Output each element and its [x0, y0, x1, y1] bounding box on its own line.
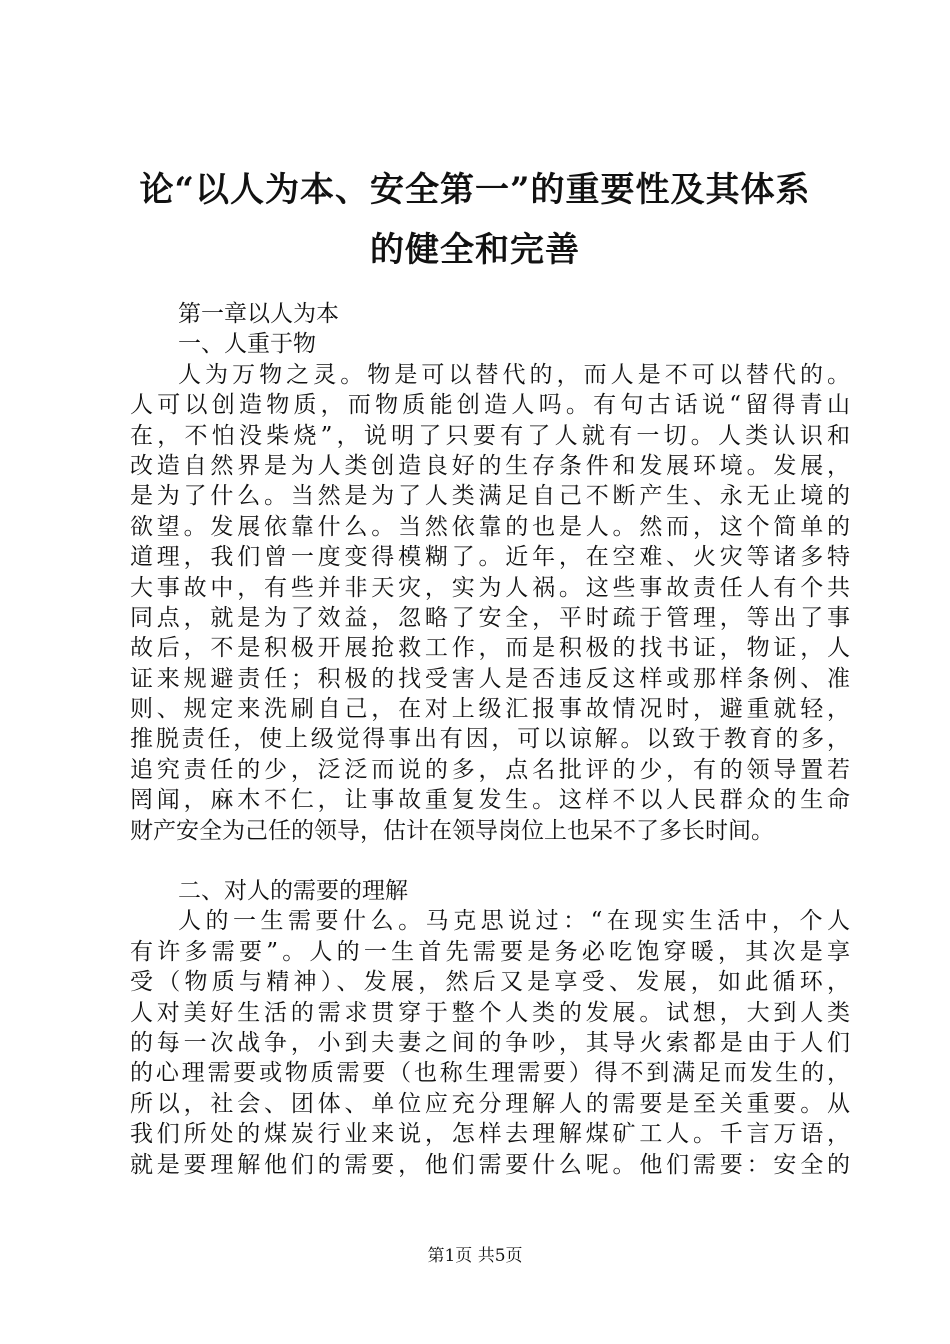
paragraph-line: 财产安全为己任的领导，估计在领导岗位上也呆不了多长时间。 [130, 817, 774, 844]
document-body [130, 299, 850, 1180]
paragraph-line: 欲望。发展依靠什么。当然依靠的也是人。然而，这个简单的 [130, 513, 850, 540]
paragraph-gap [130, 846, 850, 876]
page-number: 第1页 共5页 [427, 1246, 523, 1266]
paragraph-line: 人为万物之灵。物是可以替代的，而人是不可以替代的。 [178, 361, 850, 388]
paragraph-line: 受（物质与精神）、发展，然后又是享受、发展，如此循环， [130, 969, 850, 996]
paragraph-line: 推脱责任，使上级觉得事出有因，可以谅解。以致于教育的多， [130, 726, 850, 753]
paragraph-line: 人对美好生活的需求贯穿于整个人类的发展。试想，大到人类 [130, 999, 850, 1026]
page-footer [0, 1244, 950, 1268]
paragraph-line: 的心理需要或物质需要（也称生理需要）得不到满足而发生的， [130, 1060, 850, 1087]
paragraph-line: 在，不怕没柴烧”，说明了只要有了人就有一切。人类认识和 [130, 422, 850, 449]
paragraph-line: 同点，就是为了效益，忽略了安全，平时疏于管理，等出了事 [130, 604, 850, 631]
paragraph-line: 改造自然界是为人类创造良好的生存条件和发展环境。发展， [130, 452, 850, 479]
paragraph-line: 就是要理解他们的需要，他们需要什么呢。他们需要：安全的 [130, 1151, 850, 1178]
chapter-heading: 第一章以人为本 [178, 301, 339, 327]
paragraph-line: 追究责任的少，泛泛而说的多，点名批评的少，有的领导置若 [130, 756, 850, 783]
paragraph-line: 故后，不是积极开展抢救工作，而是积极的找书证，物证，人 [130, 635, 850, 662]
title-line-2: 的健全和完善 [370, 230, 580, 270]
paragraph-line: 证来规避责任；积极的找受害人是否违反这样或那样条例、准 [130, 665, 850, 692]
paragraph-line: 人的一生需要什么。马克思说过：“在现实生活中，个人 [178, 908, 850, 935]
paragraph-line: 所以，社会、团体、单位应充分理解人的需要是至关重要。从 [130, 1090, 850, 1117]
title-line-1: 论“以人为本、安全第一”的重要性及其体系 [139, 170, 811, 210]
document-title [100, 160, 850, 280]
paragraph-line: 则、规定来洗刷自己，在对上级汇报事故情况时，避重就轻， [130, 696, 850, 723]
paragraph-line: 大事故中，有些并非天灾，实为人祸。这些事故责任人有个共 [130, 574, 850, 601]
section-heading: 二、对人的需要的理解 [178, 878, 408, 905]
paragraph-line: 的每一次战争，小到夫妻之间的争吵，其导火索都是由于人们 [130, 1029, 850, 1056]
paragraph-line: 道理，我们曾一度变得模糊了。近年，在空难、火灾等诸多特 [130, 544, 850, 571]
paragraph-line: 我们所处的煤炭行业来说，怎样去理解煤矿工人。千言万语， [130, 1121, 850, 1148]
section-heading: 一、人重于物 [178, 331, 316, 358]
paragraph-line: 有许多需要”。人的一生首先需要是务必吃饱穿暖，其次是享 [130, 938, 850, 965]
paragraph-line: 罔闻，麻木不仁，让事故重复发生。这样不以人民群众的生命 [130, 787, 850, 814]
paragraph-line: 是为了什么。当然是为了人类满足自己不断产生、永无止境的 [130, 483, 850, 510]
paragraph-line: 人可以创造物质，而物质能创造人吗。有句古话说“留得青山 [130, 392, 850, 419]
